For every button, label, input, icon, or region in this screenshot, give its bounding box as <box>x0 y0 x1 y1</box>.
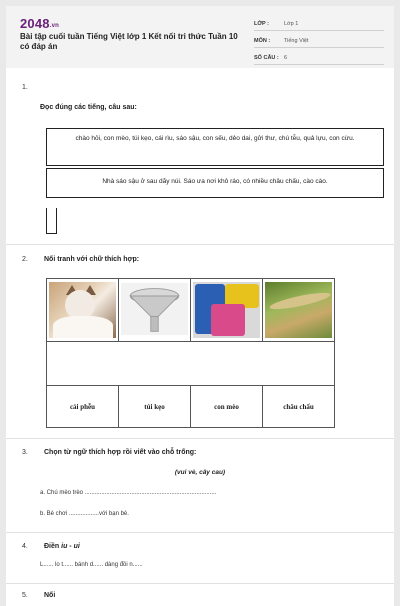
meta-row-class <box>254 17 384 31</box>
question-1-number: 1. <box>22 84 28 91</box>
question-3-number: 3. <box>22 449 28 456</box>
divider <box>6 583 394 584</box>
question-1-instruction: Đọc đúng các tiếng, câu sau: <box>40 104 137 111</box>
question-3-line-a[interactable]: a. Chú mèo trèo ............................................................................... <box>40 490 217 496</box>
instruction-text: Điền <box>44 543 60 550</box>
question-3-line-b[interactable]: b. Bé chơi ..................với bạn bè. <box>40 511 129 517</box>
meta-info <box>254 17 384 68</box>
meta-value: Tiếng Việt <box>284 38 309 44</box>
question-4-number: 4. <box>22 543 28 550</box>
answer-box[interactable] <box>46 208 57 234</box>
question-3-instruction: Chọn từ ngữ thích hợp rồi viết vào chỗ trống: <box>44 449 197 456</box>
question-4-line[interactable]: L...... lo t...... bánh d...... dàng đồi n...... <box>40 562 143 568</box>
question-1-sentence-box: Nhà sáo sậu ở sau dãy núi. Sáo ưa nơi khô ráo, có nhiều châu chấu, cào cào. <box>46 168 384 198</box>
funnel-photo <box>121 281 188 337</box>
cat-photo <box>49 282 116 338</box>
blank-row <box>47 342 335 386</box>
label-cell[interactable]: túi kẹo <box>119 386 191 428</box>
instruction-emphasis: iu - ui <box>61 543 80 550</box>
worksheet-header <box>6 6 394 68</box>
image-cell[interactable] <box>119 279 191 342</box>
meta-key: LỚP : <box>254 21 269 27</box>
logo-suffix: .vn <box>49 23 60 29</box>
matching-table <box>46 278 335 428</box>
meta-key: MÔN : <box>254 38 271 44</box>
candy-photo <box>193 282 260 338</box>
question-5-instruction: Nối <box>44 592 56 599</box>
image-cell[interactable] <box>47 279 119 342</box>
image-row <box>47 279 335 342</box>
question-4-instruction <box>44 543 80 550</box>
meta-row-subject <box>254 34 384 48</box>
document-title: Bài tập cuối tuần Tiếng Việt lớp 1 Kết nối tri thức Tuần 10 có đáp án <box>20 32 238 51</box>
meta-value: Lớp 1 <box>284 21 299 27</box>
question-1-words-box: chào hỏi, con mèo, túi kẹo, cái rìu, sáo sậu, con sếu, dẻo dai, gửi thư, chú tễu, quả lựu, con cừu. <box>46 128 384 166</box>
label-cell[interactable]: châu chấu <box>263 386 335 428</box>
image-cell[interactable] <box>263 279 335 342</box>
meta-key: SỐ CÂU : <box>254 55 279 61</box>
meta-value: 6 <box>284 55 288 61</box>
label-cell[interactable]: con mèo <box>191 386 263 428</box>
label-cell[interactable]: cái phễu <box>47 386 119 428</box>
label-row <box>47 386 335 428</box>
divider <box>6 244 394 245</box>
question-5-number: 5. <box>22 592 28 599</box>
meta-row-count <box>254 51 384 65</box>
question-2-instruction: Nối tranh với chữ thích hợp: <box>44 256 140 263</box>
question-3-hint: (vui vẻ, cây cau) <box>174 469 226 476</box>
divider <box>6 532 394 533</box>
logo-text: 2048 <box>20 16 50 31</box>
divider <box>6 438 394 439</box>
worksheet-page <box>6 6 394 606</box>
question-2-number: 2. <box>22 256 28 263</box>
blank-cell[interactable] <box>47 342 335 386</box>
site-logo[interactable] <box>20 16 59 31</box>
grasshopper-photo <box>265 282 332 338</box>
image-cell[interactable] <box>191 279 263 342</box>
